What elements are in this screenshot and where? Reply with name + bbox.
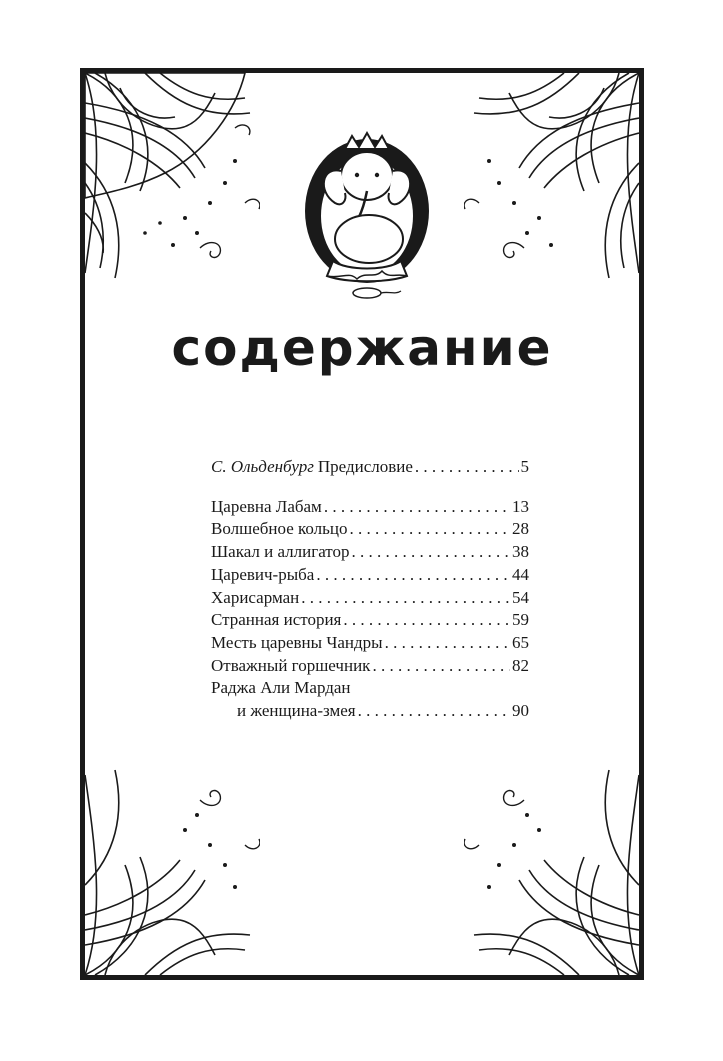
preface-title: Предисловие (317, 457, 413, 476)
entry-title: Царевич-рыба (211, 564, 315, 584)
page-frame (80, 68, 644, 980)
mandala-ornament-bottom-left (85, 765, 260, 975)
entry-title: Отважный горшечник (211, 655, 371, 675)
entry-page: 90 (512, 701, 529, 721)
entry-page: 38 (512, 542, 529, 562)
entry-page: 44 (512, 564, 529, 584)
entry-title: Месть царевны Чандры (211, 632, 383, 652)
entry-title: Странная история (211, 610, 342, 630)
page-title: содержание (171, 319, 553, 377)
dot-leader (385, 632, 510, 655)
ganesha-emblem-icon (297, 131, 437, 301)
toc-entry-last-line1[interactable] (211, 677, 529, 700)
toc-entry-preface[interactable] (211, 456, 529, 479)
preface-page: 5 (520, 457, 529, 476)
entry-page: 54 (512, 587, 529, 607)
toc-entry[interactable] (211, 518, 529, 541)
entry-title-continued: и женщина-змея (237, 701, 356, 721)
entry-title: Царевна Лабам (211, 496, 322, 516)
entry-title: Шакал и аллигатор (211, 542, 350, 562)
toc-entry[interactable] (211, 496, 529, 519)
entry-title: Волшебное кольцо (211, 519, 348, 539)
toc-entry[interactable] (211, 564, 529, 587)
entry-page: 65 (512, 632, 529, 652)
toc-entry-last-line2[interactable] (211, 700, 529, 723)
toc-entry[interactable] (211, 655, 529, 678)
dot-leader (358, 700, 510, 723)
dot-leader (316, 564, 510, 587)
entry-page: 59 (512, 610, 529, 630)
entry-title: Харисарман (211, 587, 300, 607)
toc-entry[interactable] (211, 541, 529, 564)
entry-page: 82 (512, 655, 529, 675)
dot-leader (301, 587, 510, 610)
entry-page: 28 (512, 519, 529, 539)
mandala-ornament-top-left (85, 73, 260, 283)
toc-entry[interactable] (211, 587, 529, 610)
dot-leader (324, 496, 510, 519)
table-of-contents (211, 456, 529, 723)
dot-leader (415, 456, 519, 479)
toc-entry[interactable] (211, 609, 529, 632)
entry-title: Раджа Али Мардан (211, 678, 351, 698)
preface-author: С. Ольденбург (211, 457, 314, 476)
mandala-ornament-top-right (464, 73, 639, 283)
entry-page: 13 (512, 496, 529, 516)
dot-leader (372, 655, 510, 678)
dot-leader (343, 609, 510, 632)
dot-leader (350, 518, 511, 541)
toc-entry[interactable] (211, 632, 529, 655)
spacer (211, 479, 529, 496)
dot-leader (352, 541, 510, 564)
mandala-ornament-bottom-right (464, 765, 639, 975)
